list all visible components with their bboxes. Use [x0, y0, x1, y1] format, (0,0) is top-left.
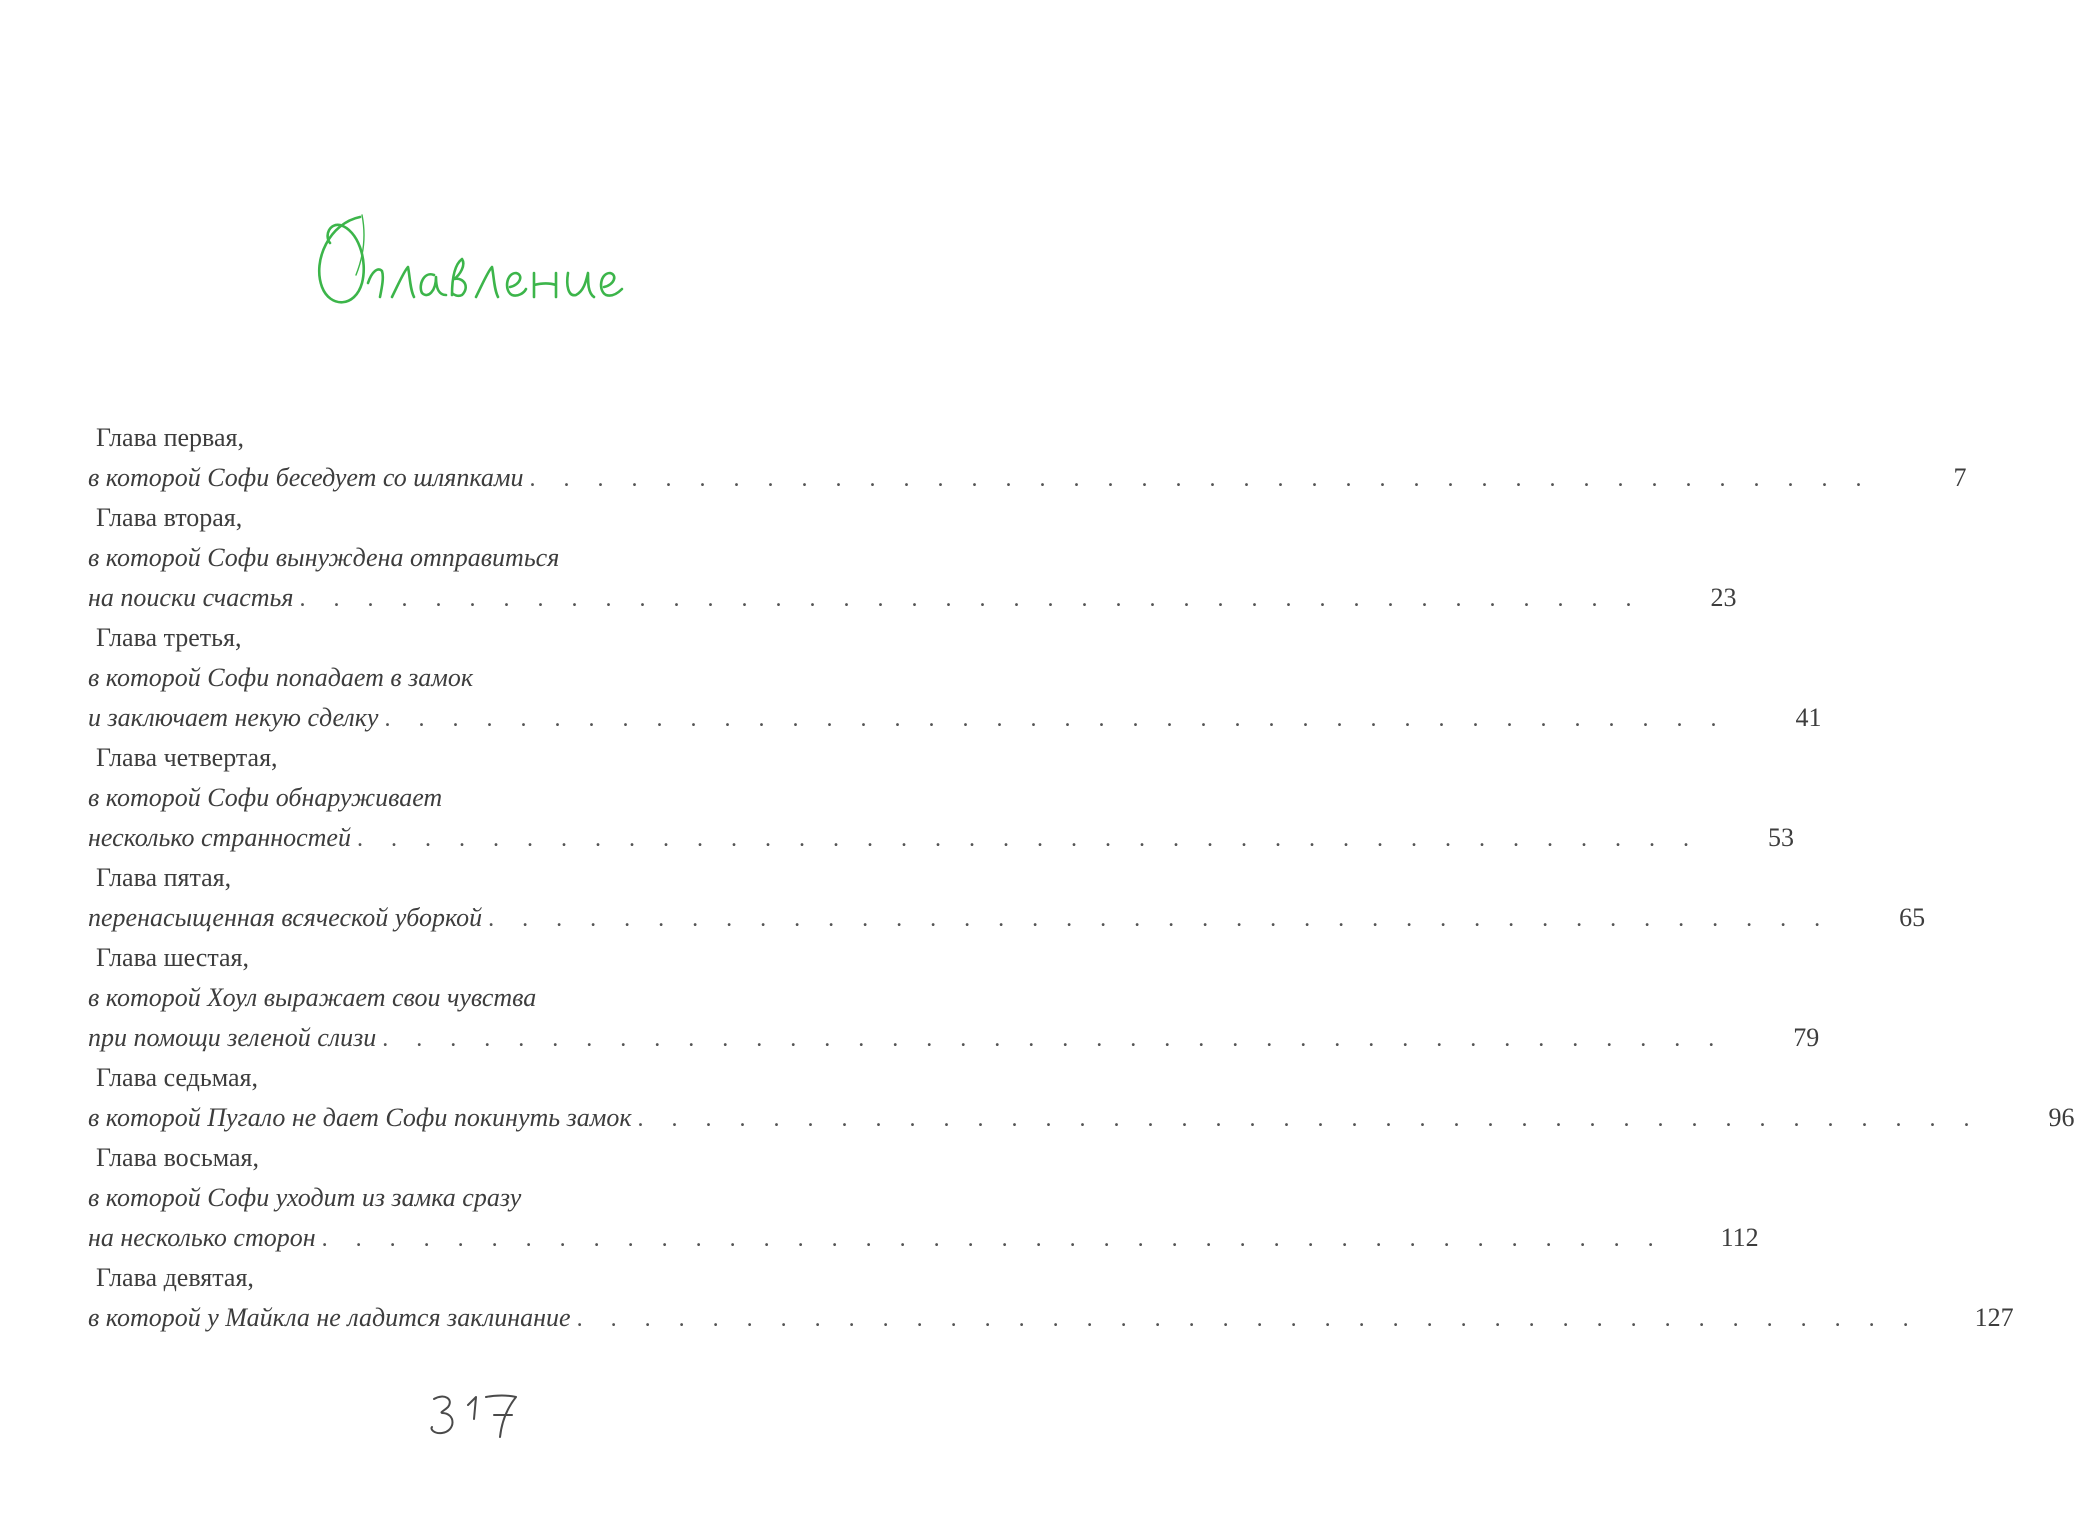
chapter-subtitle: на несколько сторон: [88, 1223, 316, 1252]
chapter-label: Глава пятая,: [96, 863, 232, 892]
toc-leader-line: [88, 578, 1737, 618]
toc-entry-3[interactable]: [88, 618, 1822, 738]
chapter-subtitle: при помощи зеленой слизи: [88, 1023, 377, 1052]
page-number: 65: [1899, 903, 1926, 932]
page-number: 112: [1720, 1223, 1759, 1252]
toc-leader-line: [88, 458, 1967, 498]
dot-leader: . . . . . . . . . . . . . . . . . . . . . . . . . . . . . . . . . . . . . . . .: [488, 906, 1832, 932]
chapter-subtitle: в которой Софи обнаруживает: [88, 783, 443, 812]
chapter-subtitle: в которой Софи попадает в замок: [88, 663, 474, 692]
calligraphic-title-icon: [300, 205, 700, 325]
chapter-label: Глава восьмая,: [96, 1143, 259, 1172]
page-number: 7: [1953, 463, 1967, 492]
page-folio: [420, 1385, 530, 1445]
toc-entry-4[interactable]: [88, 738, 1794, 858]
chapter-subtitle: в которой Хоул выражает свои чувства: [88, 983, 537, 1012]
chapter-subtitle: в которой Пугало не дает Софи покинуть замок: [88, 1103, 632, 1132]
dot-leader: . . . . . . . . . . . . . . . . . . . . . . . . . . . . . . . . . . . . . . . .: [529, 466, 1873, 492]
table-of-contents: [88, 418, 2075, 1338]
page-number: 96: [2048, 1103, 2075, 1132]
chapter-subtitle: в которой Софи уходит из замка сразу: [88, 1183, 522, 1212]
page-number: 127: [1974, 1303, 2014, 1332]
handwritten-folio-icon: [420, 1385, 530, 1445]
toc-leader-line: [88, 1098, 2075, 1138]
toc-leader-line: [88, 1298, 2014, 1338]
toc-entry-1[interactable]: [88, 418, 1967, 498]
chapter-subtitle: и заключает некую сделку: [88, 703, 379, 732]
chapter-subtitle: в которой Софи беседует со шляпками: [88, 463, 524, 492]
chapter-label: Глава девятая,: [96, 1263, 254, 1292]
chapter-subtitle: в которой у Майкла не ладится заклинание: [88, 1303, 571, 1332]
toc-entry-2[interactable]: [88, 498, 1737, 618]
chapter-subtitle: несколько странностей: [88, 823, 351, 852]
chapter-label: Глава шестая,: [96, 943, 249, 972]
toc-entry-5[interactable]: [88, 858, 1926, 938]
toc-leader-line: [88, 698, 1822, 738]
contents-heading: [300, 205, 700, 325]
dot-leader: . . . . . . . . . . . . . . . . . . . . . . . . . . . . . . . . . . . . . . . .: [384, 706, 1728, 732]
chapter-subtitle: перенасыщенная всяческой уборкой: [88, 903, 483, 932]
dot-leader: . . . . . . . . . . . . . . . . . . . . . . . . . . . . . . . . . . . . . . . .: [299, 586, 1643, 612]
toc-entry-7[interactable]: [88, 1058, 2075, 1138]
chapter-subtitle: на поиски счастья: [88, 583, 294, 612]
dot-leader: . . . . . . . . . . . . . . . . . . . . . . . . . . . . . . . . . . . . . . . .: [576, 1306, 1920, 1332]
chapter-label: Глава первая,: [96, 423, 244, 452]
page-number: 23: [1710, 583, 1737, 612]
page-number: 53: [1767, 823, 1794, 852]
dot-leader: . . . . . . . . . . . . . . . . . . . . . . . . . . . . . . . . . . . . . . . .: [382, 1026, 1726, 1052]
dot-leader: . . . . . . . . . . . . . . . . . . . . . . . . . . . . . . . . . . . . . . . .: [637, 1106, 1981, 1132]
toc-leader-line: [88, 1218, 1759, 1258]
dot-leader: . . . . . . . . . . . . . . . . . . . . . . . . . . . . . . . . . . . . . . . .: [356, 826, 1700, 852]
toc-entry-8[interactable]: [88, 1138, 1759, 1258]
chapter-subtitle: в которой Софи вынуждена отправиться: [88, 543, 560, 572]
chapter-label: Глава вторая,: [96, 503, 243, 532]
page-number: 41: [1795, 703, 1822, 732]
page-number: 79: [1793, 1023, 1820, 1052]
chapter-label: Глава седьмая,: [96, 1063, 258, 1092]
toc-leader-line: [88, 898, 1926, 938]
chapter-label: Глава четвертая,: [96, 743, 278, 772]
toc-leader-line: [88, 1018, 1820, 1058]
toc-entry-6[interactable]: [88, 938, 1820, 1058]
dot-leader: . . . . . . . . . . . . . . . . . . . . . . . . . . . . . . . . . . . . . . . .: [321, 1226, 1665, 1252]
chapter-label: Глава третья,: [96, 623, 242, 652]
toc-leader-line: [88, 818, 1794, 858]
toc-entry-9[interactable]: [88, 1258, 2014, 1338]
